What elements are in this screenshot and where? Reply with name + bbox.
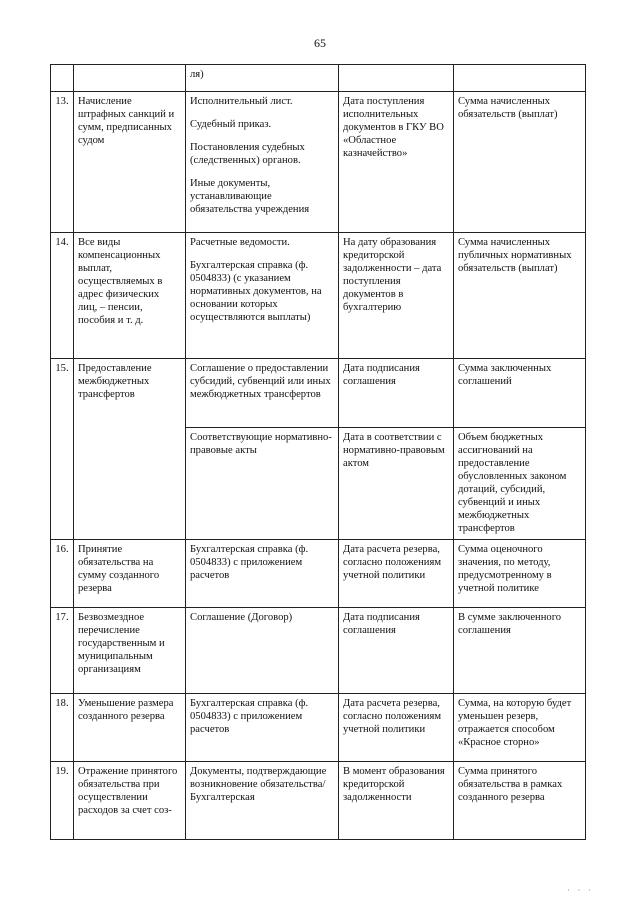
cell-amount: Сумма, на которую будет уменьшен резерв, отражается способом «Красное сторно» [454, 694, 586, 762]
cell-operation: Отражение принятого обязательства при осуществлении расходов за счет соз- [74, 762, 186, 840]
table-row-15 [51, 359, 586, 428]
page-number: 65 [314, 36, 326, 50]
table-row-18 [51, 694, 586, 762]
cell-amount: Сумма заключенных соглашений [454, 359, 586, 428]
cell-num [51, 65, 74, 92]
table-row-13 [51, 92, 586, 233]
cell-documents: Соглашение (Договор) [186, 608, 339, 694]
cell-documents [186, 92, 339, 233]
cell-documents: Соответствующие нормативно-правовые акты [186, 428, 339, 540]
cell-operation: Безвозмездное перечисление государственным и муниципальным организациям [74, 608, 186, 694]
document-item: Иные документы, устанавливающие обязательства учреждения [190, 178, 310, 215]
row-number: 15. [51, 359, 74, 540]
cell-date: Дата расчета резерва, согласно положениям учетной политики [339, 540, 454, 608]
cell-operation: Предоставление межбюджетных трансфертов [74, 359, 186, 540]
cell-date: На дату образования кредиторской задолженности – дата поступления документов в бухгалтерию [339, 233, 454, 359]
cell-date: Дата расчета резерва, согласно положениям учетной политики [339, 694, 454, 762]
cell-date: Дата подписания соглашения [339, 608, 454, 694]
document-item: Постановления судебных (следственных) органов. [190, 142, 305, 166]
cell-date [339, 65, 454, 92]
table-row-17 [51, 608, 586, 694]
cell-date: В момент образования кредиторской задолженности [339, 762, 454, 840]
cell-amount: В сумме заключенного соглашения [454, 608, 586, 694]
row-number: 14. [51, 233, 74, 359]
cell-operation: Начисление штрафных санкций и сумм, предписанных судом [74, 92, 186, 233]
table-row-14 [51, 233, 586, 359]
corner-mark: · · · [567, 886, 594, 895]
cell-amount: Сумма оценочного значения, по методу, предусмотренному в учетной политике [454, 540, 586, 608]
document-item: Расчетные ведомости. [190, 237, 290, 248]
document-table [50, 64, 586, 840]
row-number: 13. [51, 92, 74, 233]
cell-operation: Уменьшение размера созданного резерва [74, 694, 186, 762]
cell-date: Дата в соответствии с нормативно-правовым актом [339, 428, 454, 540]
table-row-19 [51, 762, 586, 840]
cell-operation [74, 65, 186, 92]
row-number: 18. [51, 694, 74, 762]
cell-date: Дата поступления исполнительных документов в ГКУ ВО «Областное казначейство» [339, 92, 454, 233]
document-item: Судебный приказ. [190, 119, 272, 130]
table-row-continuation [51, 65, 586, 92]
row-number: 17. [51, 608, 74, 694]
row-number: 19. [51, 762, 74, 840]
document-item: Исполнительный лист. [190, 96, 293, 107]
cell-documents: Соглашение о предоставлении субсидий, субвенций или иных межбюджетных трансфертов [186, 359, 339, 428]
cell-date: Дата подписания соглашения [339, 359, 454, 428]
cell-operation: Все виды компенсационных выплат, осуществляемых в адрес физических лиц, – пенсии, пособия и т. д. [74, 233, 186, 359]
cell-documents: Бухгалтерская справка (ф. 0504833) с приложением расчетов [186, 694, 339, 762]
cell-amount: Сумма начисленных публичных нормативных обязательств (выплат) [454, 233, 586, 359]
cell-documents: Документы, подтверждающие возникновение обязательства/Бухгалтерская [186, 762, 339, 840]
cell-amount [454, 65, 586, 92]
cell-amount: Сумма принятого обязательства в рамках созданного резерва [454, 762, 586, 840]
cell-operation: Принятие обязательства на сумму созданного резерва [74, 540, 186, 608]
cell-documents: Бухгалтерская справка (ф. 0504833) с приложением расчетов [186, 540, 339, 608]
cell-documents: ля) [186, 65, 339, 92]
table-row-16 [51, 540, 586, 608]
cell-amount: Сумма начисленных обязательств (выплат) [454, 92, 586, 233]
cell-amount: Объем бюджетных ассигнований на предоставление обусловленных законом дотаций, субсидий, субвенций и иных межбюджетных трансфертов [454, 428, 586, 540]
cell-documents [186, 233, 339, 359]
row-number: 16. [51, 540, 74, 608]
document-item: Бухгалтерская справка (ф. 0504833) (с указанием нормативных документов, на основании которых осуществляются выплаты) [190, 260, 322, 323]
